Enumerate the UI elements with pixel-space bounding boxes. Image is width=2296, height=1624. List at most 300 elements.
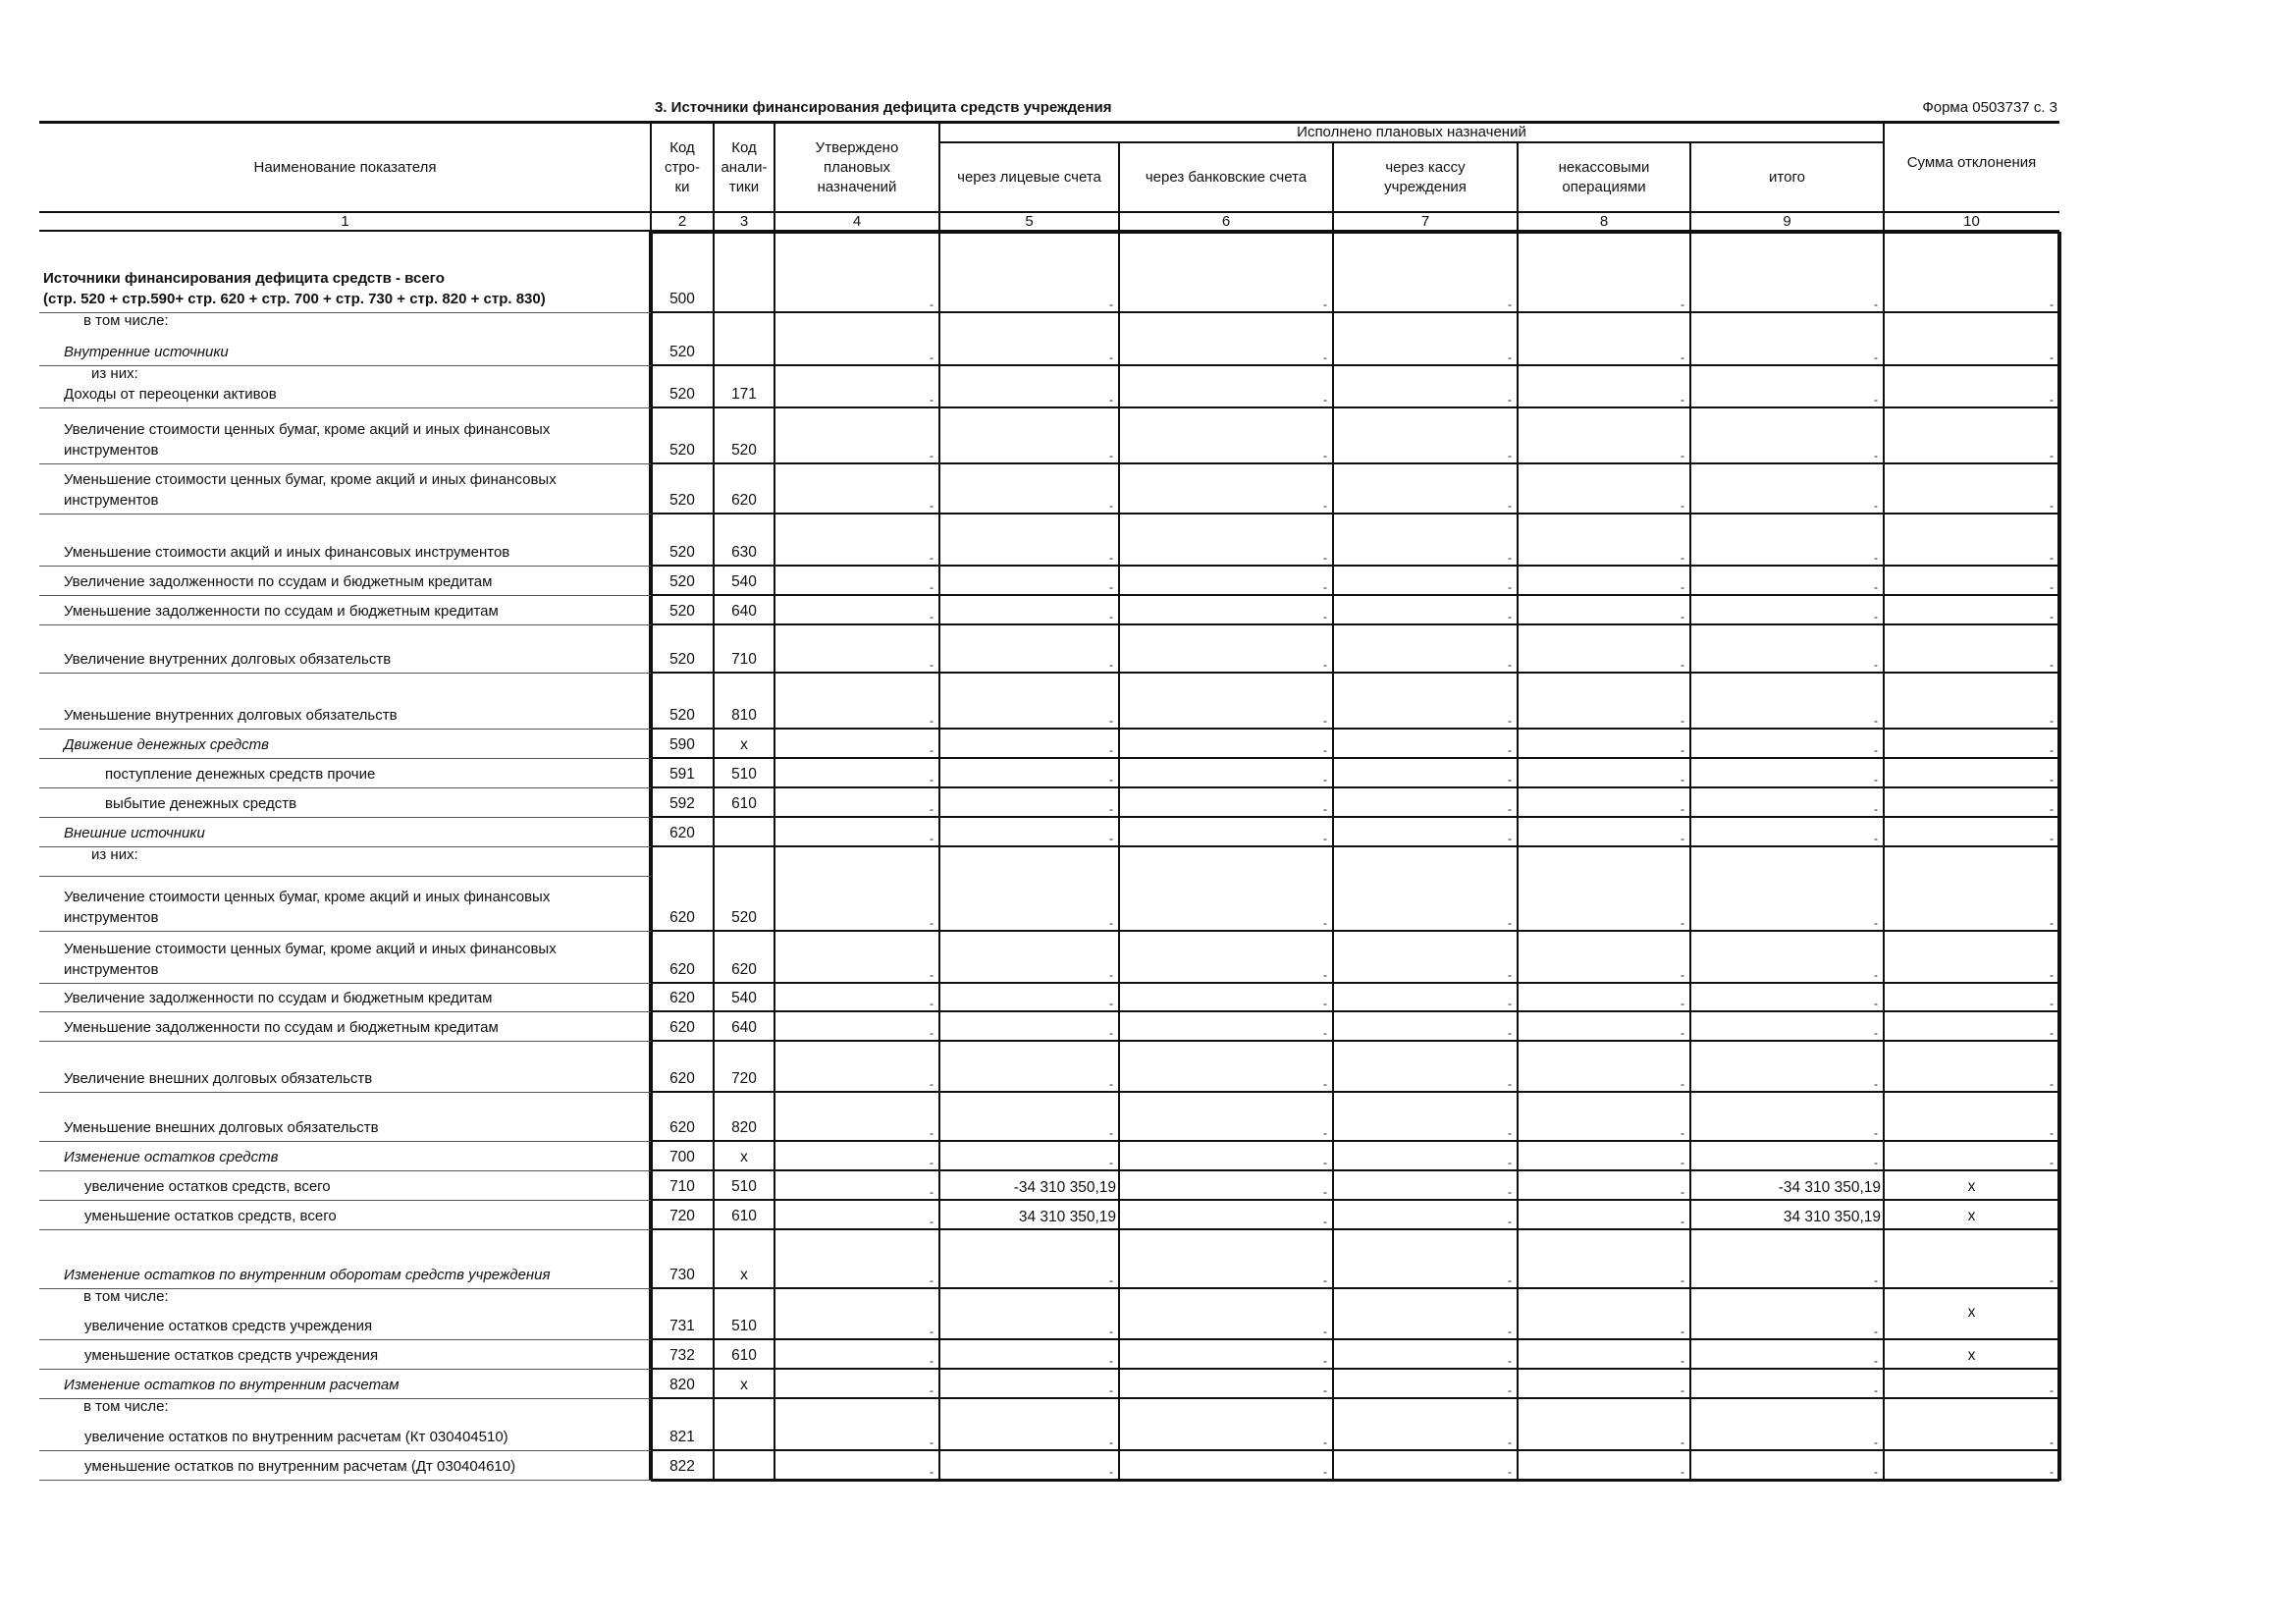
empty-value-dash: - <box>1681 1383 1684 1397</box>
empty-value-dash: - <box>1681 1215 1684 1228</box>
empty-value-dash: - <box>1508 1465 1512 1479</box>
row-divider <box>39 595 651 596</box>
amount-value: 34 310 350,19 <box>1018 1209 1116 1225</box>
row-code: 520 <box>669 442 695 459</box>
empty-value-dash: - <box>1681 1026 1684 1040</box>
column-number-divider <box>713 212 715 231</box>
empty-value-dash: - <box>1508 997 1512 1010</box>
analytic-code: 510 <box>731 766 757 783</box>
empty-value-dash: - <box>1874 714 1878 728</box>
row-label: инструментов <box>64 442 159 459</box>
row-code: 620 <box>669 1070 695 1087</box>
row-label: Уменьшение стоимости ценных бумаг, кроме акций и иных финансовых <box>64 471 557 488</box>
row-code: 520 <box>669 492 695 509</box>
empty-value-dash: - <box>1508 1077 1512 1091</box>
empty-value-dash: - <box>1109 449 1113 462</box>
empty-value-dash: - <box>1874 1026 1878 1040</box>
row-note: в том числе: <box>83 1398 169 1415</box>
row-divider <box>39 1170 651 1171</box>
empty-value-dash: - <box>1681 1435 1684 1449</box>
row-label: Уменьшение стоимости акций и иных финансовых инструментов <box>64 544 510 561</box>
header-via-cash-line: учреждения <box>1384 178 1467 195</box>
empty-value-dash: - <box>1874 1156 1878 1169</box>
column-number: 4 <box>852 213 862 230</box>
empty-value-dash: - <box>1508 1156 1512 1169</box>
empty-value-dash: - <box>930 743 934 757</box>
empty-value-dash: - <box>930 1435 934 1449</box>
empty-value-dash: - <box>1109 551 1113 565</box>
header-via-cash <box>1333 143 1518 211</box>
row-note: в том числе: <box>83 312 169 329</box>
row-divider <box>651 462 2059 464</box>
empty-value-dash: - <box>1681 997 1684 1010</box>
row-divider <box>39 1011 651 1012</box>
header-approved-line: Утверждено <box>815 138 899 156</box>
header-code-analytics <box>714 124 774 211</box>
empty-value-dash: - <box>1109 916 1113 930</box>
row-divider <box>651 1010 2059 1012</box>
empty-value-dash: - <box>1508 832 1512 845</box>
empty-value-dash: - <box>1323 1156 1327 1169</box>
empty-value-dash: - <box>1874 832 1878 845</box>
empty-value-dash: - <box>930 610 934 623</box>
row-divider <box>651 565 2059 567</box>
analytic-code: 520 <box>731 909 757 926</box>
empty-value-dash: - <box>1109 743 1113 757</box>
row-divider <box>651 757 2059 759</box>
row-divider <box>39 729 651 730</box>
empty-value-dash: - <box>930 1354 934 1368</box>
empty-value-dash: - <box>1508 1185 1512 1199</box>
row-divider <box>651 728 2059 730</box>
empty-value-dash: - <box>1323 997 1327 1010</box>
empty-value-dash: - <box>1323 658 1327 672</box>
analytic-code: 510 <box>731 1318 757 1334</box>
empty-value-dash: - <box>1323 832 1327 845</box>
empty-value-dash: - <box>1681 832 1684 845</box>
row-divider <box>39 566 651 567</box>
empty-value-dash: - <box>1681 1325 1684 1338</box>
empty-value-dash: - <box>1874 298 1878 311</box>
row-divider <box>39 983 651 984</box>
row-label: Внутренние источники <box>64 344 229 360</box>
empty-value-dash: - <box>2050 743 2054 757</box>
analytic-code: 540 <box>731 990 757 1006</box>
body-column-divider <box>1118 232 1120 1481</box>
analytic-code: x <box>740 736 748 753</box>
empty-value-dash: - <box>930 580 934 594</box>
header-total-text: итого <box>1769 168 1805 186</box>
row-divider <box>39 817 651 818</box>
empty-value-dash: - <box>1109 1273 1113 1287</box>
empty-value-dash: - <box>2050 298 2054 311</box>
empty-value-dash: - <box>1681 1126 1684 1140</box>
body-column-divider <box>1332 232 1334 1481</box>
row-divider <box>39 407 651 408</box>
header-via-personal-accounts-text: через лицевые счета <box>957 168 1101 186</box>
row-code: 591 <box>669 766 695 783</box>
empty-value-dash: - <box>1874 802 1878 816</box>
empty-value-dash: - <box>2050 968 2054 982</box>
empty-value-dash: - <box>930 1465 934 1479</box>
body-column-divider <box>1883 232 1885 1481</box>
empty-value-dash: - <box>1508 1325 1512 1338</box>
empty-value-dash: - <box>930 997 934 1010</box>
empty-value-dash: - <box>1681 298 1684 311</box>
empty-value-dash: - <box>930 802 934 816</box>
row-code: 520 <box>669 651 695 668</box>
row-divider <box>651 816 2059 818</box>
empty-value-dash: - <box>1323 610 1327 623</box>
column-number-divider <box>650 212 652 231</box>
row-note: из них: <box>91 846 138 863</box>
row-code: 821 <box>669 1429 695 1445</box>
row-code: 732 <box>669 1347 695 1364</box>
header-name <box>39 124 651 211</box>
analytic-code: 171 <box>731 386 757 403</box>
analytic-code: x <box>740 1267 748 1283</box>
row-note: в том числе: <box>83 1288 169 1305</box>
row-divider <box>651 1228 2059 1230</box>
row-label: Уменьшение внешних долговых обязательств <box>64 1119 379 1136</box>
column-number-divider <box>1517 212 1519 231</box>
empty-value-dash: - <box>1109 1465 1113 1479</box>
row-label: уменьшение остатков по внутренним расчетам (Дт 030404610) <box>84 1458 516 1475</box>
empty-value-dash: - <box>1323 1383 1327 1397</box>
empty-value-dash: - <box>1681 773 1684 786</box>
row-code: 520 <box>669 386 695 403</box>
row-label: Изменение остатков по внутренним расчетам <box>64 1377 400 1393</box>
row-divider <box>651 1287 2059 1289</box>
header-via-bank-accounts-text: через банковские счета <box>1145 168 1308 186</box>
not-applicable-mark: x <box>1967 1178 1976 1195</box>
row-label: Источники финансирования дефицита средств - всего <box>43 270 445 287</box>
analytic-code: 620 <box>731 961 757 978</box>
empty-value-dash: - <box>1323 551 1327 565</box>
empty-value-dash: - <box>1109 1325 1113 1338</box>
header-code-row <box>651 124 714 211</box>
empty-value-dash: - <box>2050 580 2054 594</box>
column-number-divider <box>1883 212 1885 231</box>
row-code: 520 <box>669 707 695 724</box>
row-code: 620 <box>669 909 695 926</box>
empty-value-dash: - <box>1874 610 1878 623</box>
row-label: инструментов <box>64 492 159 509</box>
empty-value-dash: - <box>1323 1185 1327 1199</box>
row-divider <box>39 787 651 788</box>
body-column-divider <box>1517 232 1519 1481</box>
empty-value-dash: - <box>1681 916 1684 930</box>
header-non-cash <box>1518 143 1690 211</box>
empty-value-dash: - <box>930 298 934 311</box>
row-divider <box>39 1480 651 1481</box>
empty-value-dash: - <box>1109 1156 1113 1169</box>
row-divider <box>39 758 651 759</box>
row-label: (стр. 520 + стр.590+ стр. 620 + стр. 700 + стр. 730 + стр. 820 + стр. 830) <box>43 291 546 307</box>
row-code: 620 <box>669 825 695 841</box>
empty-value-dash: - <box>2050 610 2054 623</box>
row-divider <box>39 1041 651 1042</box>
empty-value-dash: - <box>1681 714 1684 728</box>
row-note-divider <box>39 876 651 877</box>
not-applicable-mark: x <box>1967 1304 1976 1321</box>
header-non-cash-line: некассовыми <box>1558 158 1650 176</box>
analytic-code: 640 <box>731 603 757 620</box>
column-number-divider <box>1332 212 1334 231</box>
empty-value-dash: - <box>1109 997 1113 1010</box>
empty-value-dash: - <box>1323 449 1327 462</box>
row-label: Увеличение стоимости ценных бумаг, кроме акций и иных финансовых <box>64 421 551 438</box>
empty-value-dash: - <box>1874 1354 1878 1368</box>
empty-value-dash: - <box>1109 714 1113 728</box>
row-label: Увеличение стоимости ценных бумаг, кроме акций и иных финансовых <box>64 889 551 905</box>
empty-value-dash: - <box>1323 298 1327 311</box>
empty-value-dash: - <box>1109 773 1113 786</box>
empty-value-dash: - <box>930 1077 934 1091</box>
empty-value-dash: - <box>1508 449 1512 462</box>
empty-value-dash: - <box>1874 1383 1878 1397</box>
empty-value-dash: - <box>2050 393 2054 406</box>
empty-value-dash: - <box>1508 298 1512 311</box>
row-code: 590 <box>669 736 695 753</box>
empty-value-dash: - <box>1874 551 1878 565</box>
amount-value: -34 310 350,19 <box>1778 1179 1881 1196</box>
row-divider <box>651 513 2059 514</box>
analytic-code: 810 <box>731 707 757 724</box>
empty-value-dash: - <box>930 658 934 672</box>
empty-value-dash: - <box>1508 580 1512 594</box>
not-applicable-mark: x <box>1967 1208 1976 1224</box>
column-number: 9 <box>1783 213 1791 230</box>
empty-value-dash: - <box>1681 1354 1684 1368</box>
row-label: Изменение остатков по внутренним оборотам средств учреждения <box>64 1267 551 1283</box>
empty-value-dash: - <box>1323 1354 1327 1368</box>
column-number: 1 <box>341 213 349 230</box>
empty-value-dash: - <box>2050 714 2054 728</box>
row-label: Доходы от переоценки активов <box>64 386 277 403</box>
empty-value-dash: - <box>1323 1325 1327 1338</box>
body-column-divider <box>2057 232 2061 1481</box>
empty-value-dash: - <box>1508 1435 1512 1449</box>
row-label: Уменьшение внутренних долговых обязательств <box>64 707 398 724</box>
empty-value-dash: - <box>1874 1273 1878 1287</box>
empty-value-dash: - <box>1323 1465 1327 1479</box>
empty-value-dash: - <box>1681 580 1684 594</box>
row-code: 620 <box>669 961 695 978</box>
empty-value-dash: - <box>1681 743 1684 757</box>
empty-value-dash: - <box>1874 1465 1878 1479</box>
row-divider <box>39 463 651 464</box>
header-non-cash-line: операциями <box>1562 178 1646 195</box>
analytic-code: 640 <box>731 1019 757 1036</box>
empty-value-dash: - <box>1323 1026 1327 1040</box>
empty-value-dash: - <box>930 351 934 364</box>
row-code: 620 <box>669 990 695 1006</box>
empty-value-dash: - <box>2050 1077 2054 1091</box>
empty-value-dash: - <box>2050 1273 2054 1287</box>
empty-value-dash: - <box>2050 1383 2054 1397</box>
body-column-divider <box>774 232 775 1481</box>
row-code: 620 <box>669 1119 695 1136</box>
empty-value-dash: - <box>2050 1465 2054 1479</box>
empty-value-dash: - <box>1508 1215 1512 1228</box>
row-divider <box>39 673 651 674</box>
body-column-divider <box>1689 232 1691 1481</box>
empty-value-dash: - <box>1681 351 1684 364</box>
analytic-code: 540 <box>731 573 757 590</box>
form-code: Форма 0503737 с. 3 <box>1922 99 2057 116</box>
empty-value-dash: - <box>2050 916 2054 930</box>
header-via-cash-line: через кассу <box>1385 158 1466 176</box>
empty-value-dash: - <box>930 916 934 930</box>
empty-value-dash: - <box>1109 1026 1113 1040</box>
empty-value-dash: - <box>930 968 934 982</box>
empty-value-dash: - <box>1323 916 1327 930</box>
row-code: 820 <box>669 1377 695 1393</box>
row-label: Уменьшение стоимости ценных бумаг, кроме акций и иных финансовых <box>64 941 557 957</box>
empty-value-dash: - <box>1681 658 1684 672</box>
empty-value-dash: - <box>930 1126 934 1140</box>
header-code-analytics-line: тики <box>728 178 760 195</box>
row-divider <box>651 1368 2059 1370</box>
empty-value-dash: - <box>1508 1383 1512 1397</box>
header-executed-group <box>939 124 1884 141</box>
row-code: 730 <box>669 1267 695 1283</box>
empty-value-dash: - <box>1109 610 1113 623</box>
row-divider <box>39 931 651 932</box>
row-divider <box>651 623 2059 625</box>
empty-value-dash: - <box>1681 1185 1684 1199</box>
empty-value-dash: - <box>2050 1126 2054 1140</box>
empty-value-dash: - <box>1109 499 1113 513</box>
empty-value-dash: - <box>1681 499 1684 513</box>
row-label: увеличение остатков по внутренним расчетам (Кт 030404510) <box>84 1429 508 1445</box>
empty-value-dash: - <box>1681 393 1684 406</box>
empty-value-dash: - <box>930 1383 934 1397</box>
row-label: уменьшение остатков средств учреждения <box>84 1347 379 1364</box>
empty-value-dash: - <box>1681 449 1684 462</box>
empty-value-dash: - <box>1874 773 1878 786</box>
empty-value-dash: - <box>1323 1215 1327 1228</box>
row-divider <box>651 1040 2059 1042</box>
row-label: Уменьшение задолженности по ссудам и бюджетным кредитам <box>64 1019 499 1036</box>
body-column-divider <box>938 232 940 1481</box>
column-number-divider <box>1689 212 1691 231</box>
header-deviation <box>1884 124 2059 211</box>
empty-value-dash: - <box>1681 1156 1684 1169</box>
empty-value-dash: - <box>1508 551 1512 565</box>
analytic-code: 510 <box>731 1178 757 1195</box>
header-total <box>1690 143 1884 211</box>
row-code: 620 <box>669 1019 695 1036</box>
empty-value-dash: - <box>1874 1126 1878 1140</box>
header-approved-line: назначений <box>817 178 897 195</box>
empty-value-dash: - <box>1508 968 1512 982</box>
row-divider <box>651 406 2059 408</box>
header-code-row-line: стро- <box>664 158 701 176</box>
empty-value-dash: - <box>1109 968 1113 982</box>
row-label: Увеличение задолженности по ссудам и бюджетным кредитам <box>64 990 493 1006</box>
empty-value-dash: - <box>1323 1273 1327 1287</box>
empty-value-dash: - <box>1323 351 1327 364</box>
empty-value-dash: - <box>1874 499 1878 513</box>
header-name-text: Наименование показателя <box>253 158 437 176</box>
row-label: Увеличение внутренних долговых обязательств <box>64 651 392 668</box>
empty-value-dash: - <box>2050 802 2054 816</box>
row-divider <box>651 1169 2059 1171</box>
empty-value-dash: - <box>1508 351 1512 364</box>
empty-value-dash: - <box>1874 916 1878 930</box>
header-code-row-line: Код <box>669 138 695 156</box>
column-number-divider <box>1118 212 1120 231</box>
row-code: 720 <box>669 1208 695 1224</box>
empty-value-dash: - <box>930 499 934 513</box>
empty-value-dash: - <box>1109 802 1113 816</box>
analytic-code: 620 <box>731 492 757 509</box>
empty-value-dash: - <box>1109 298 1113 311</box>
empty-value-dash: - <box>1508 916 1512 930</box>
row-code: 710 <box>669 1178 695 1195</box>
row-code: 731 <box>669 1318 695 1334</box>
row-divider <box>651 1338 2059 1340</box>
empty-value-dash: - <box>2050 351 2054 364</box>
empty-value-dash: - <box>1874 997 1878 1010</box>
header-executed-group-text: Исполнено плановых назначений <box>1297 124 1526 140</box>
empty-value-dash: - <box>1874 658 1878 672</box>
empty-value-dash: - <box>2050 551 2054 565</box>
empty-value-dash: - <box>1508 1354 1512 1368</box>
header-via-bank-accounts <box>1119 143 1333 211</box>
empty-value-dash: - <box>1874 449 1878 462</box>
row-code: 520 <box>669 603 695 620</box>
empty-value-dash: - <box>930 1215 934 1228</box>
empty-value-dash: - <box>930 1156 934 1169</box>
empty-value-dash: - <box>2050 1435 2054 1449</box>
empty-value-dash: - <box>1874 351 1878 364</box>
empty-value-dash: - <box>1109 1354 1113 1368</box>
empty-value-dash: - <box>1109 658 1113 672</box>
empty-value-dash: - <box>1323 499 1327 513</box>
row-divider <box>651 594 2059 596</box>
empty-value-dash: - <box>1323 773 1327 786</box>
empty-value-dash: - <box>1323 968 1327 982</box>
empty-value-dash: - <box>1109 393 1113 406</box>
header-approved <box>774 124 939 211</box>
analytic-code: x <box>740 1149 748 1165</box>
empty-value-dash: - <box>1874 1435 1878 1449</box>
column-number-divider <box>938 212 940 231</box>
analytic-code: 610 <box>731 795 757 812</box>
header-via-personal-accounts <box>939 143 1119 211</box>
row-label: Увеличение внешних долговых обязательств <box>64 1070 373 1087</box>
empty-value-dash: - <box>930 449 934 462</box>
empty-value-dash: - <box>2050 773 2054 786</box>
row-divider <box>39 1339 651 1340</box>
empty-value-dash: - <box>1681 968 1684 982</box>
column-number: 6 <box>1221 213 1231 230</box>
empty-value-dash: - <box>1681 802 1684 816</box>
row-label: увеличение остатков средств учреждения <box>84 1318 373 1334</box>
empty-value-dash: - <box>1874 968 1878 982</box>
empty-value-dash: - <box>1508 499 1512 513</box>
row-divider <box>651 1479 2059 1482</box>
row-divider <box>651 1199 2059 1201</box>
empty-value-dash: - <box>1874 1325 1878 1338</box>
body-column-divider <box>713 232 715 1481</box>
empty-value-dash: - <box>930 393 934 406</box>
empty-value-dash: - <box>930 1185 934 1199</box>
row-label: Внешние источники <box>64 825 205 841</box>
